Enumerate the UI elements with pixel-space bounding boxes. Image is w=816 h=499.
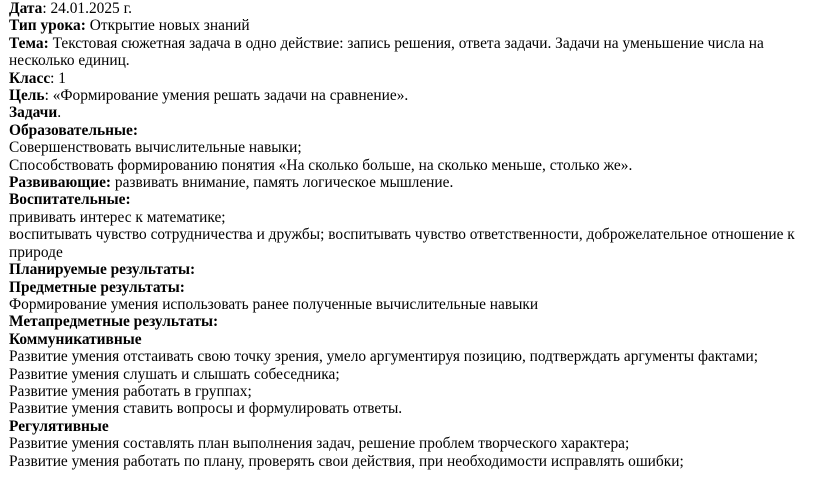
tasks-line (9, 104, 809, 121)
educational-heading (9, 122, 809, 139)
educational-heading-text: Образовательные: (9, 121, 138, 139)
developmental-value: развивать внимание, память логическое мышление. (111, 174, 454, 192)
communicative-item: Развитие умения работать в группах; (9, 382, 252, 400)
subject-results-heading (9, 279, 809, 296)
grade-sep: : (50, 69, 55, 87)
planned-results-heading (9, 261, 809, 278)
planned-results-heading-text: Планируемые результаты: (9, 261, 196, 279)
topic-label: Тема: (9, 34, 49, 52)
metasubject-results-heading-text: Метапредметные результаты: (9, 313, 219, 331)
regulatory-item: Развитие умения составлять план выполнения задач, решение проблем творческого характера; (9, 435, 630, 453)
communicative-item: Развитие умения ставить вопросы и формулировать ответы. (9, 400, 403, 418)
regulatory-heading (9, 418, 809, 435)
communicative-item: Развитие умения слушать и слышать собеседника; (9, 365, 340, 383)
date-value: 24.01.2025 г. (46, 0, 133, 17)
communicative-heading (9, 331, 809, 348)
educational-item: Совершенствовать вычислительные навыки; (9, 139, 302, 157)
communicative-heading-text: Коммуникативные (9, 330, 142, 348)
goal-label: Цель (9, 87, 45, 105)
upbringing-item: прививать интерес к математике; (9, 208, 226, 226)
subject-results-item: Формирование умения использовать ранее полученные вычислительные навыки (9, 295, 539, 313)
topic-value: Текстовая сюжетная задача в одно действие: запись решения, ответа задачи. Задачи на уменьшение числа на несколько единиц. (9, 34, 764, 70)
communicative-item: Развитие умения отстаивать свою точку зрения, умело аргументируя позицию, подтверждать аргументы фактами; (9, 348, 759, 366)
upbringing-heading (9, 191, 809, 208)
developmental-label: Развивающие: (9, 174, 112, 192)
tasks-label: Задачи (9, 104, 58, 122)
regulatory-item: Развитие умения работать по плану, проверять свои действия, при необходимости исправлять ошибки; (9, 452, 684, 470)
educational-item: Способствовать формированию понятия «На сколько больше, на сколько меньше, столько же». (9, 156, 633, 174)
grade-line (9, 70, 809, 87)
developmental-line (9, 174, 809, 191)
lesson-type-line (9, 17, 809, 34)
regulatory-heading-text: Регулятивные (9, 417, 109, 435)
subject-results-heading-text: Предметные результаты: (9, 278, 185, 296)
topic-line (9, 35, 809, 70)
tasks-sep: . (57, 104, 62, 122)
grade-value: 1 (54, 69, 66, 87)
metasubject-results-heading (9, 313, 809, 330)
lesson-type-value: Открытие новых знаний (85, 17, 250, 35)
upbringing-heading-text: Воспитательные: (9, 191, 131, 209)
date-line (9, 0, 809, 17)
upbringing-item: воспитывать чувство сотрудничества и дружбы; воспитывать чувство ответственности, доброжелательное отношение к природе (9, 226, 795, 261)
lesson-type-label: Тип урока: (9, 17, 86, 35)
grade-label: Класс (9, 69, 51, 87)
goal-value: «Формирование умения решать задачи на сравнение». (48, 87, 409, 105)
date-sep: : (42, 0, 47, 17)
goal-sep: : (44, 87, 49, 105)
lesson-plan-document (9, 0, 809, 470)
goal-line (9, 87, 809, 104)
date-label: Дата (9, 0, 43, 17)
